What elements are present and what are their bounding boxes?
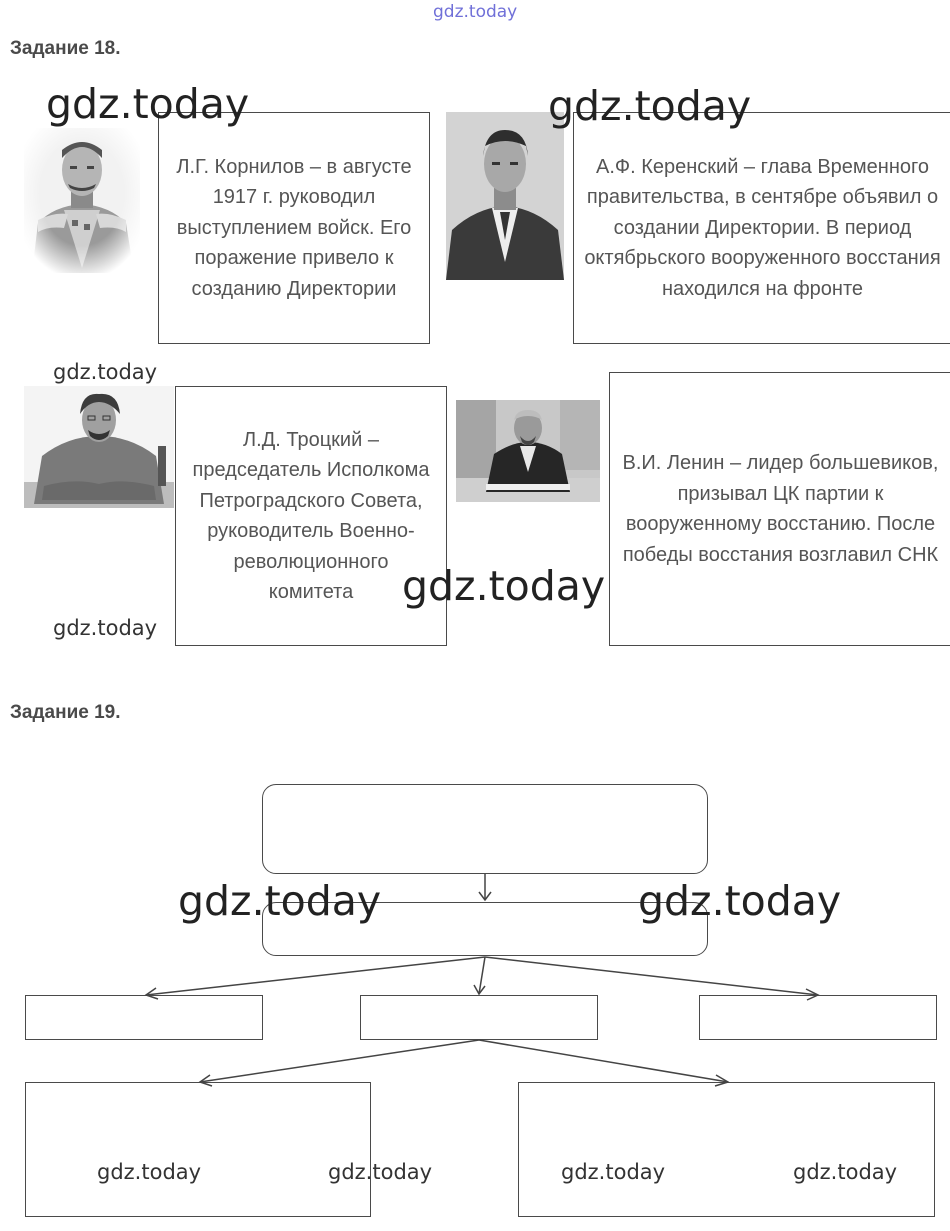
watermark: gdz.today: [638, 877, 842, 925]
watermark: gdz.today: [53, 360, 158, 384]
kerensky-card-text: А.Ф. Керенский – глава Временного правительства, в сентябре объявил о создании Директории. В период октябрьского вооруженного восстания находился на фронте: [584, 155, 941, 300]
task-18-heading: Задание 18.: [10, 38, 121, 59]
task-19-heading: Задание 19.: [10, 702, 121, 723]
watermark: gdz.today: [53, 616, 158, 640]
kornilov-card-text: Л.Г. Корнилов – в августе 1917 г. руководил выступлением войск. Его поражение привело к созданию Директории: [176, 155, 412, 300]
watermark: gdz.today: [97, 1160, 202, 1184]
arrow-second-to-middle: [479, 957, 485, 994]
watermark: gdz.today: [46, 80, 250, 128]
lenin-card-text: В.И. Ленин – лидер большевиков, призывал ЦК партии к вооруженному восстанию. После победы восстания возглавил СНК: [622, 452, 939, 566]
watermark: gdz.today: [402, 562, 606, 610]
watermark: gdz.today: [561, 1160, 666, 1184]
arrow-middle-to-bottom-left: [200, 1040, 479, 1082]
watermark: gdz.today: [793, 1160, 898, 1184]
watermark: gdz.today: [548, 82, 752, 130]
arrow-second-to-left: [146, 957, 485, 995]
arrow-second-to-right: [485, 957, 818, 995]
trotsky-card-text: Л.Д. Троцкий – председатель Исполкома Петроградского Совета, руководитель Военно-революционного комитета: [192, 428, 430, 603]
top-watermark: gdz.today: [433, 2, 518, 22]
arrow-middle-to-bottom-right: [479, 1040, 728, 1082]
watermark: gdz.today: [328, 1160, 433, 1184]
watermark: gdz.today: [178, 877, 382, 925]
